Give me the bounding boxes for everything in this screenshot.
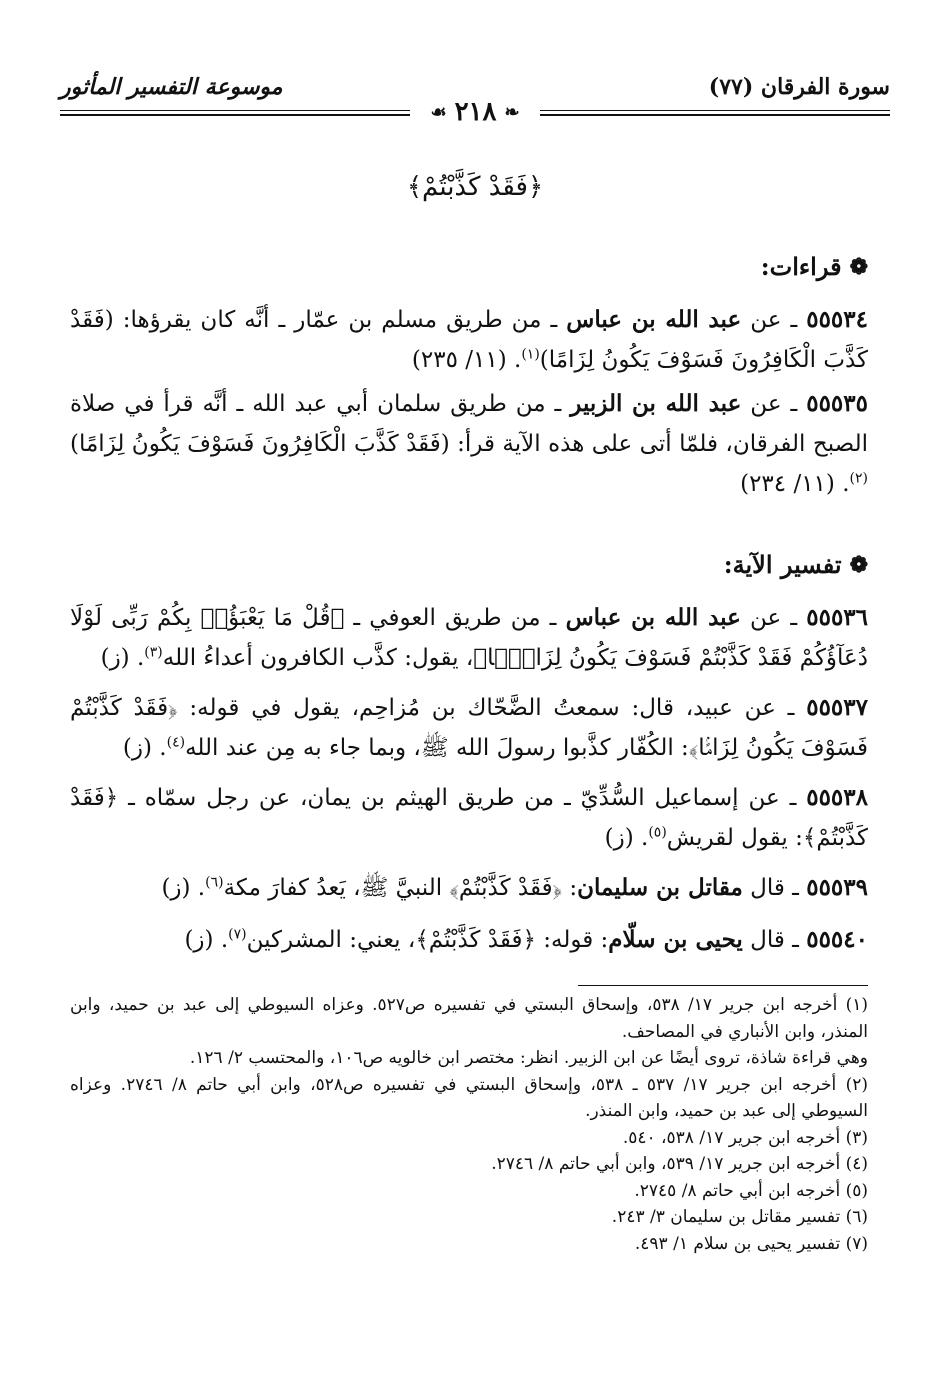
footnote-ref: (٤) xyxy=(166,734,186,751)
footnote: (٦) تفسير مقاتل بن سليمان ٣/ ٢٤٣. xyxy=(611,1207,868,1227)
footnote: (٥) أخرجه ابن أبي حاتم ٨/ ٢٧٤٥. xyxy=(634,1180,868,1201)
footnote: وهي قراءة شاذة، تروى أيضًا عن ابن الزبير. انظر: مختصر ابن خالويه ص١٠٦، والمحتسب ٢/ ١٢٦. xyxy=(189,1048,868,1068)
entry-text: ـ عن xyxy=(741,307,807,333)
verse-title: ﴿فَقَدْ كَذَّبْتُمْ﴾ xyxy=(406,172,544,202)
entry-text: ـ من طريق مسلم بن عمّار ـ أنَّه كان يقرؤها: (فَقَدْ كَذَّبَ الْكَافِرُونَ فَسَوْفَ يَكُونُ لِزَامًا) xyxy=(70,307,868,373)
entry-number: ٥٥٥٣٦ xyxy=(806,604,869,631)
footnote: (١) أخرجه ابن جرير ١٧/ ٥٣٨، وإسحاق البستي في تفسيره ص٥٢٧. وعزاه السيوطي إلى عبد بن حميد، وابن المنذر، وابن الأنباري في المصاحف. xyxy=(70,995,868,1042)
reading-entry xyxy=(70,300,868,380)
footnote-ref: (٧) xyxy=(228,926,247,943)
entry-number: ٥٥٥٣٤ xyxy=(806,306,868,333)
entry-source: . (١١/ ٢٣٤) xyxy=(740,471,850,497)
page-number-box xyxy=(410,96,540,128)
ornament-icon: ❧ xyxy=(504,101,520,123)
entry-source: . (ز) xyxy=(184,927,229,953)
footnote-ref: (١) xyxy=(521,346,540,363)
entry-number: ٥٥٥٤٠ xyxy=(806,926,868,953)
page-number: ٢١٨ xyxy=(454,97,497,127)
ornament-icon: ☙ xyxy=(430,101,447,123)
section-heading-label: تفسير الآية: xyxy=(723,550,842,579)
entry-text: ـ من طريق العوفي ـ ﴿قُلْ مَا يَعْبَؤُا۟ بِكُمْ رَبِّى لَوْلَا دُعَآؤُكُمْ فَقَدْ كَذَّبْتُمْ فَسَوْفَ يَكُونُ لِزَامًۢا﴾، يقول: كذَّب الكافرون أعداءُ الله xyxy=(70,605,868,671)
entry-narrator: عبد الله بن الزبير xyxy=(570,390,742,417)
entry-narrator: عبد الله بن عباس xyxy=(566,306,742,333)
entry-narrator: عبد الله بن عباس xyxy=(565,604,741,631)
entry-number: ٥٥٥٣٥ xyxy=(806,390,868,417)
flower-ornament-icon: ❁ xyxy=(849,551,868,578)
entry-source: . (١١/ ٢٣٥) xyxy=(411,347,522,373)
footnote-ref: (٢) xyxy=(849,470,868,487)
entry-narrator: يحيى بن سلّام xyxy=(608,926,743,953)
section-heading-label: قراءات: xyxy=(760,252,842,281)
tafsir-entry xyxy=(70,598,868,678)
footnote-separator xyxy=(578,985,868,986)
footnote-ref: (٣) xyxy=(144,644,163,661)
section-heading-tafsir xyxy=(724,550,868,579)
footnotes xyxy=(70,992,868,1257)
entry-source: . (ز) xyxy=(161,875,206,901)
entry-text: ـ عن xyxy=(741,391,807,417)
tafsir-entry xyxy=(70,778,868,858)
footnote: (٧) تفسير يحيى بن سلام ١/ ٤٩٣. xyxy=(634,1233,868,1254)
footnote: (٣) أخرجه ابن جرير ١٧/ ٥٣٨، ٥٤٠. xyxy=(622,1127,868,1148)
entry-number: ٥٥٥٣٨ xyxy=(806,784,868,811)
tafsir-entry xyxy=(70,920,868,960)
entry-text: : قوله: ﴿فَقَدْ كَذَّبْتُمْ﴾، يعني: المشركين xyxy=(246,927,609,953)
section-heading-readings xyxy=(761,252,868,281)
footnote: (٢) أخرجه ابن جرير ١٧/ ٥٣٧ ـ ٥٣٨، وإسحاق البستي في تفسيره ص٥٢٨، وابن أبي حاتم ٨/ ٢٧٤٦. وعزاه السيوطي إلى عبد بن حميد، وابن المنذر. xyxy=(70,1074,868,1121)
entry-source: . (ز) xyxy=(122,735,167,761)
entry-text: ـ من طريق سلمان أبي عبد الله ـ أنَّه قرأ في صلاة الصبح الفرقان، فلمّا أتى على هذه الآية قرأ: (فَقَدْ كَذَّبَ الْكَافِرُونَ فَسَوْفَ يَكُونُ لِزَامًا) xyxy=(70,391,868,457)
entry-text: ـ عن xyxy=(740,605,807,631)
entry-source: . (ز) xyxy=(100,645,145,671)
entry-text: ـ قال xyxy=(742,927,807,953)
entry-number: ٥٥٥٣٧ xyxy=(806,694,868,721)
header-book-title: موسوعة التفسير المأثور xyxy=(60,74,283,100)
entry-text: ـ قال xyxy=(742,875,807,901)
entry-text: ـ عن عبيد، قال: سمعتُ الضَّحّاك بن مُزاحِم، يقول في قوله: ﴿فَقَدْ كَذَّبْتُمْ فَسَوْفَ يَكُونُ لِزَامًۢا﴾: الكُفّار كذَّبوا رسولَ الله ﷺ، وبما جاء به مِن عند الله xyxy=(70,695,868,761)
reading-entry xyxy=(70,384,868,504)
entry-text: ـ عن إسماعيل السُّدِّيّ ـ من طريق الهيثم بن يمان، عن رجل سمّاه ـ ﴿فَقَدْ كَذَّبْتُمْ﴾: يقول لقريش xyxy=(70,785,868,851)
footnote-ref: (٥) xyxy=(648,824,667,841)
entry-number: ٥٥٥٣٩ xyxy=(806,874,868,901)
footnote: (٤) أخرجه ابن جرير ١٧/ ٥٣٩، وابن أبي حاتم ٨/ ٢٧٤٦. xyxy=(491,1154,868,1174)
entry-source: . (ز) xyxy=(604,825,649,851)
tafsir-entry xyxy=(70,688,868,768)
entry-text: : ﴿فَقَدْ كَذَّبْتُمْ﴾ النبيَّ ﷺ، يَعدُ كفارَ مكة xyxy=(223,875,578,901)
flower-ornament-icon: ❁ xyxy=(849,253,868,280)
footnote-ref: (٦) xyxy=(205,874,224,891)
tafsir-entry xyxy=(70,868,868,908)
entry-narrator: مقاتل بن سليمان xyxy=(577,874,743,901)
header-surah-title: سورة الفرقان (٧٧) xyxy=(708,74,890,100)
